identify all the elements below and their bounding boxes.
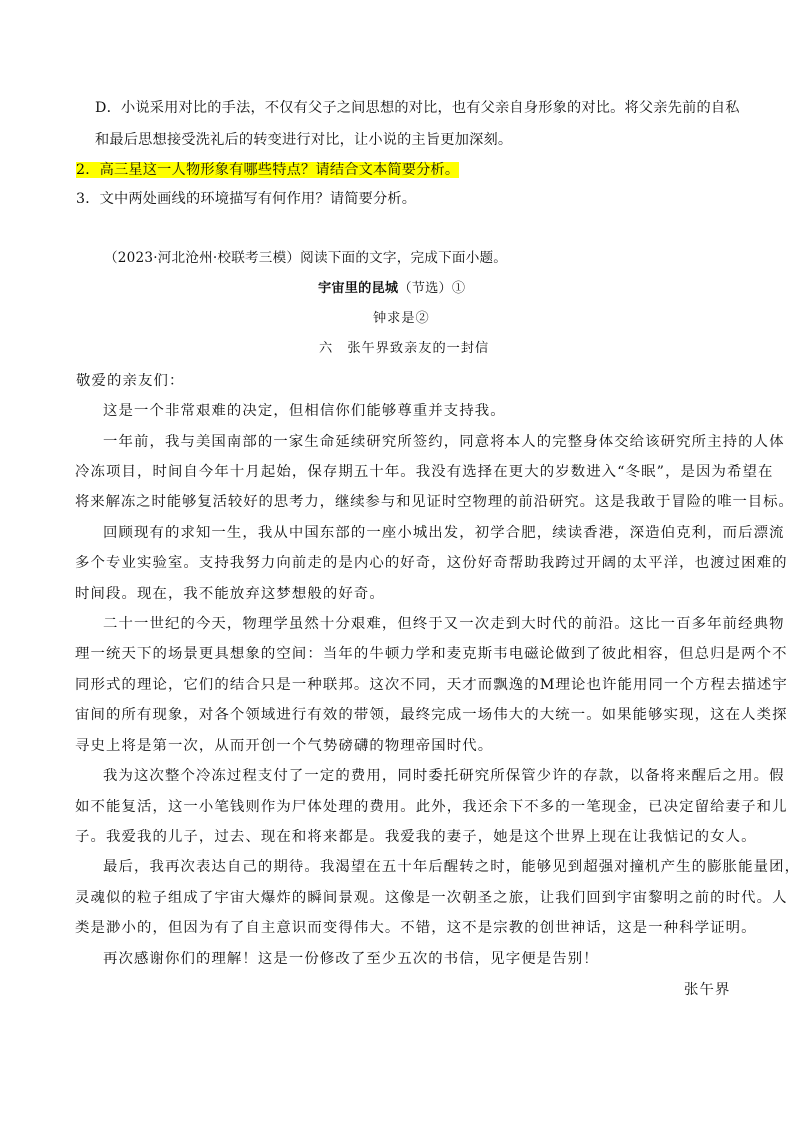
- question-2-text: 2．高三星这一人物形象有哪些特点？请结合文本简要分析。: [76, 162, 460, 178]
- body-line: 时间段。现在，我不能放弃这梦想般的好奇。: [75, 586, 385, 602]
- article-title-suffix: （节选）①: [398, 281, 466, 296]
- salutation: 敬爱的亲友们：: [76, 373, 185, 389]
- signature: 张午界: [684, 982, 731, 998]
- body-line: 如不能复活，这一小笔钱则作为尸体处理的费用。此外，我还余下不多的一笔现金，已决定留给妻子和儿: [75, 799, 788, 815]
- section-heading: 六 张午界致亲友的一封信: [319, 341, 490, 356]
- article-title-main: 宇宙里的昆城: [318, 281, 399, 296]
- article-author: 钟求是②: [373, 311, 430, 326]
- body-line: 回顾现有的求知一生，我从中国东部的一座小城出发，初学合肥，续读香港，深造伯克利，而后漂流: [103, 525, 785, 541]
- body-line: 多个专业实验室。支持我努力向前走的是内心的好奇，这份好奇帮助我跨过开阔的太平洋，也渡过困难的: [75, 555, 788, 571]
- question-2: [76, 160, 459, 180]
- body-line: 宙间的所有现象，对各个领域进行有效的带领，最终完成一场伟大的大统一。如果能够实现，这在人类探: [75, 707, 788, 723]
- body-line: 子。我爱我的儿子，过去、现在和将来都是。我爱我的妻子，她是这个世界上现在让我惦记的女人。: [75, 829, 757, 845]
- body-line: 同形式的理论，它们的结合只是一种联邦。这次不同，天才而飘逸的M理论也许能用同一个方程去描述宇: [75, 677, 788, 693]
- body-line: 寻史上将是第一次，从而开创一个气势磅礴的物理帝国时代。: [75, 738, 494, 754]
- body-line: 二十一世纪的今天，物理学虽然十分艰难，但终于又一次走到大时代的前沿。这比一百多年前经典物: [103, 616, 785, 632]
- body-line: 这是一个非常艰难的决定，但相信你们能够尊重并支持我。: [103, 403, 506, 419]
- option-d-line-1: D．小说采用对比的手法，不仅有父子之间思想的对比，也有父亲自身形象的对比。将父亲先前的自私: [95, 100, 740, 116]
- source-intro: （2023·河北沧州·校联考三模）阅读下面的文字，完成下面小题。: [104, 250, 508, 266]
- body-line: 一年前，我与美国南部的一家生命延续研究所签约，同意将本人的完整身体交给该研究所主持的人体: [103, 434, 785, 450]
- body-line: 冷冻项目，时间自今年十月起始，保存期五十年。我没有选择在更大的岁数进入“冬眠”，是因为希望在: [75, 464, 774, 480]
- body-line: 理一统天下的场景更具想象的空间：当年的牛顿力学和麦克斯韦电磁论做到了彼此相容，但总归是两个不: [75, 646, 788, 662]
- body-line: 将来解冻之时能够复活较好的思考力，继续参与和见证时空物理的前沿研究。这是我敢于冒险的唯一目标。: [75, 494, 794, 510]
- body-line: 灵魂似的粒子组成了宇宙大爆炸的瞬间景观。这像是一次朝圣之旅，让我们回到宇宙黎明之前的时代。人: [75, 890, 788, 906]
- body-line: 类是渺小的，但因为有了自主意识而变得伟大。不错，这不是宗教的创世神话，这是一种科学证明。: [75, 920, 757, 936]
- body-line: 最后，我再次表达自己的期待。我渴望在五十年后醒转之时，能够见到超强对撞机产生的膨胀能量团，: [103, 859, 800, 875]
- option-d-line-2: 和最后思想接受洗礼后的转变进行对比，让小说的主旨更加深刻。: [95, 132, 513, 148]
- article-title: [318, 279, 465, 299]
- body-line: 我为这次整个冷冻过程支付了一定的费用，同时委托研究所保管少许的存款，以备将来醒后之用。假: [103, 768, 785, 784]
- question-3: 3．文中两处画线的环境描写有何作用？请简要分析。: [76, 191, 417, 207]
- body-line: 再次感谢你们的理解！这是一份修改了至少五次的书信，见字便是告别！: [103, 951, 599, 967]
